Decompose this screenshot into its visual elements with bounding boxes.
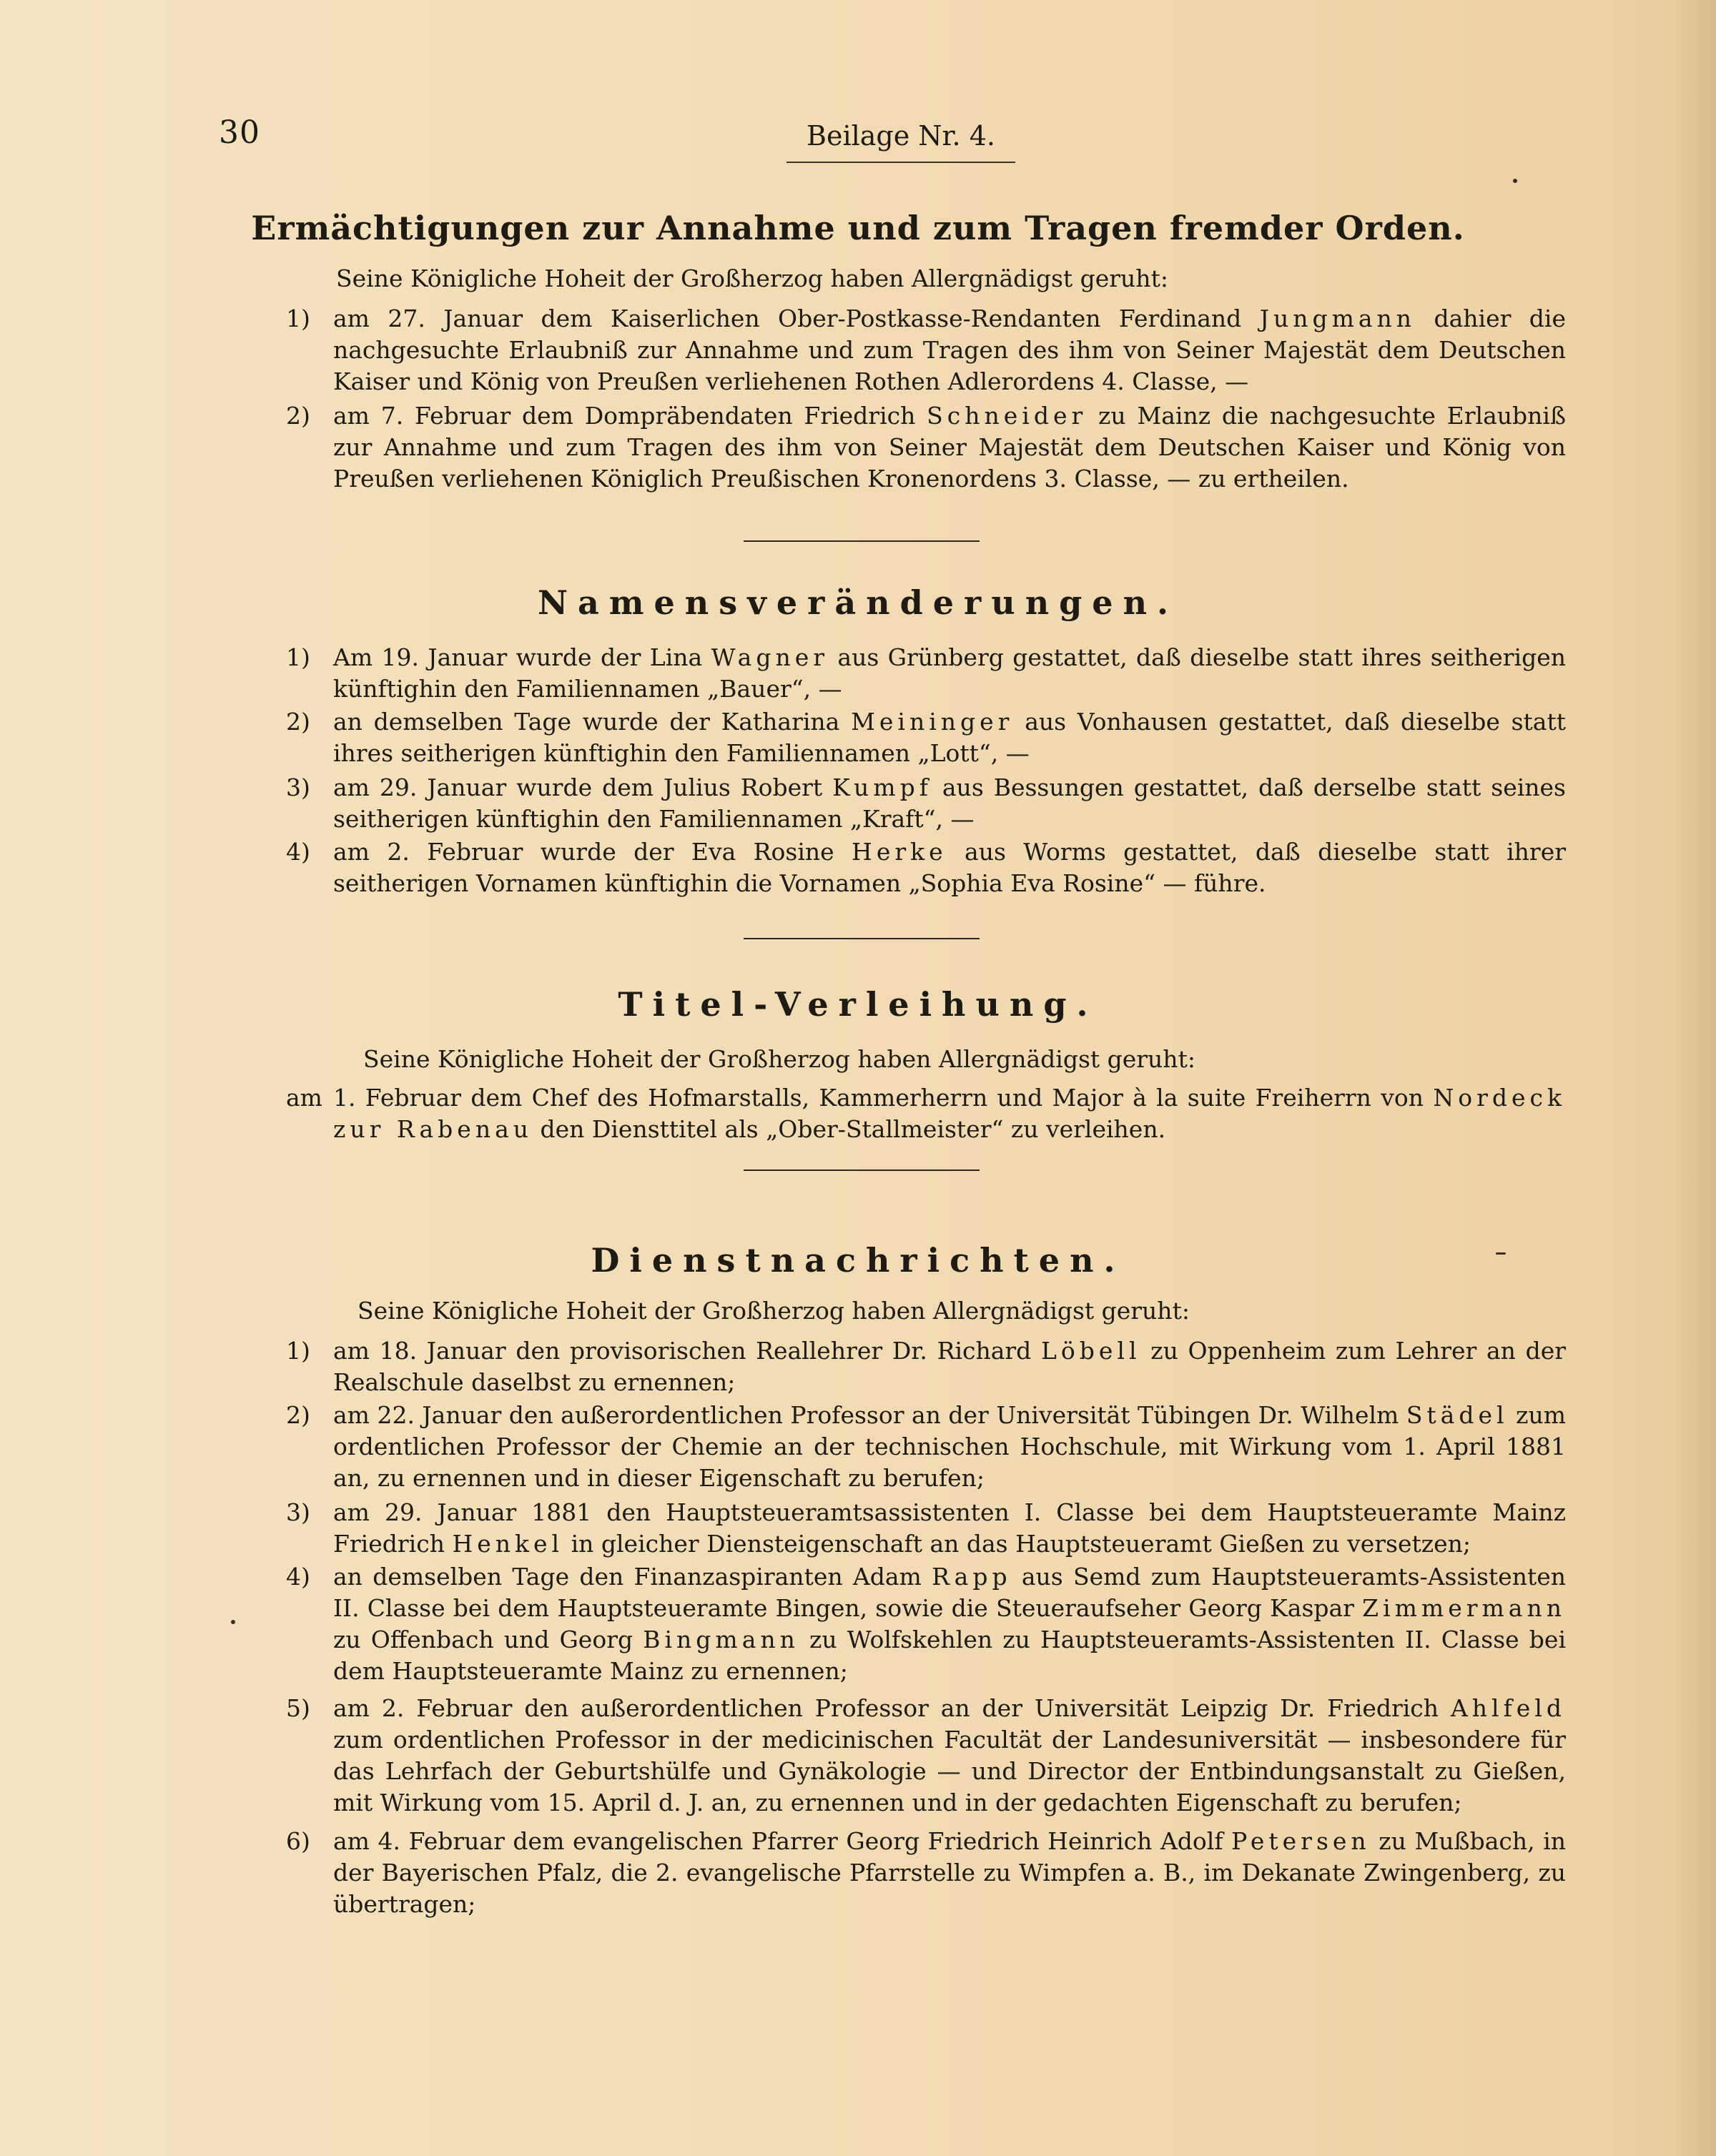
item-text: zum ordentlichen Professor der Chemie an der technischen Hochschule, mit Wirkung vom 1. April 1881 an, zu ernennen und in dieser Eigenschaft zu berufen; [333, 1401, 1567, 1492]
item-text: am 29. Januar wurde dem Julius Robert [333, 773, 833, 801]
dienst-item-5 [286, 1693, 1566, 1819]
paper-speck [1496, 1252, 1506, 1255]
running-head-rule [786, 162, 1015, 163]
person-name: Löbell [1040, 1337, 1141, 1365]
item-text: aus Vonhausen gestattet, daß dieselbe statt ihres seitherigen künftighin den Familiennamen „Lott“, — [333, 708, 1566, 767]
item-text: 1. Februar dem Chef des Hofmarstalls, Kammerherrn und Major à la suite Freiherrn von [333, 1084, 1434, 1112]
item-text: zum ordentlichen Professor in der medicinischen Facultät der Landesuniversität — insbesondere für das Lehrfach der Geburtshülfe und Gynäkologie — und Director der Entbindungsanstalt zu Gießen, mit Wirkung vom 15. April d. J. an, zu ernennen und in der gedachten Eigenschaft zu berufen; [333, 1726, 1566, 1816]
item-text: zu Wolfskehlen zu Hauptsteueramts-Assistenten II. Classe bei dem Hauptsteueramte Mainz zu ernennen; [333, 1626, 1566, 1685]
item-number: 4) [286, 838, 310, 866]
item-number: 5) [286, 1694, 310, 1722]
item-text: an demselben Tage den Finanzaspiranten Adam [333, 1563, 932, 1591]
person-name: Nordeck zur Rabenau [333, 1084, 1566, 1143]
item-text: am 2. Februar wurde der Eva Rosine [333, 838, 852, 866]
item-text: am 29. Januar 1881 den Hauptsteueramtsassistenten I. Classe bei dem Hauptsteueramte Mainz Friedrich [333, 1498, 1566, 1558]
orden-item-1 [286, 303, 1566, 397]
item-text: an demselben Tage wurde der Katharina [333, 708, 852, 736]
person-name: Henkel [452, 1530, 564, 1558]
item-text: zu Mußbach, in der Bayerischen Pfalz, die 2. evangelische Pfarrstelle zu Wimpfen a. B., im Dekanate Zwingenberg, zu übertragen; [333, 1827, 1567, 1918]
namen-item-3 [286, 772, 1566, 835]
item-number: 6) [286, 1827, 310, 1855]
item-text: Am 19. Januar wurde der Lina [333, 643, 711, 671]
section-divider [744, 1170, 980, 1171]
item-text: zu Oppenheim zum Lehrer an der Realschule daselbst zu ernennen; [333, 1337, 1566, 1396]
section-intro-dienst: Seine Königliche Hoheit der Großherzog haben Allergnädigst geruht: [358, 1297, 1190, 1325]
paper-speck [231, 1620, 235, 1624]
dienst-item-3 [286, 1497, 1566, 1560]
namen-item-2 [286, 706, 1566, 769]
dienst-item-2 [286, 1400, 1566, 1494]
item-number: 1) [286, 305, 310, 332]
person-name: Zimmermann [1362, 1594, 1566, 1622]
section-title-orden: Ermächtigungen zur Annahme und zum Tragen fremder Orden. [251, 209, 1465, 247]
person-name: Städel [1406, 1401, 1509, 1429]
item-number: 3) [286, 773, 310, 801]
item-number: 1) [286, 643, 310, 671]
item-number: 2) [286, 708, 310, 736]
titel-item-1 [286, 1082, 1566, 1145]
item-text: aus Semd zum Hauptsteueramts-Assistenten II. Classe bei dem Hauptsteueramte Bingen, sowie die Steueraufseher Georg Kaspar [333, 1563, 1566, 1622]
item-text: aus Worms gestattet, daß dieselbe statt ihrer seitherigen Vornamen künftighin die Vornamen „Sophia Eva Rosine“ — führe. [333, 838, 1567, 897]
item-number: am [286, 1084, 322, 1112]
item-text: am 22. Januar den außerordentlichen Professor an der Universität Tübingen Dr. Wilhelm [333, 1401, 1406, 1429]
section-intro-orden: Seine Königliche Hoheit der Großherzog haben Allergnädigst geruht: [336, 264, 1168, 292]
item-text: in gleicher Diensteigenschaft an das Hauptsteueramt Gießen zu versetzen; [563, 1530, 1471, 1558]
item-number: 1) [286, 1337, 310, 1365]
person-name: Rapp [932, 1563, 1012, 1591]
item-text: aus Bessungen gestattet, daß derselbe statt seines seitherigen künftighin den Familiennamen „Kraft“, — [333, 773, 1566, 833]
person-name: Schneider [927, 402, 1088, 430]
person-name: Kumpf [832, 773, 932, 801]
person-name: Herke [852, 838, 947, 866]
page-number: 30 [219, 114, 260, 151]
item-text: am 7. Februar dem Dompräbendaten Friedrich [333, 402, 927, 430]
section-title-dienst: Dienstnachrichten. [591, 1241, 1125, 1280]
person-name: Bingmann [643, 1626, 799, 1653]
paper-speck [1513, 179, 1517, 183]
item-text: den Diensttitel als „Ober-Stallmeister“ zu verleihen. [533, 1115, 1166, 1143]
section-divider [744, 540, 980, 542]
namen-item-4 [286, 836, 1566, 899]
section-divider [744, 938, 980, 939]
item-text: dahier die nachgesuchte Erlaubniß zur Annahme und zum Tragen des ihm von Seiner Majestät dem Deutschen Kaiser und König von Preußen verliehenen Rothen Adlerordens 4. Classe, — [333, 305, 1566, 395]
section-intro-titel: Seine Königliche Hoheit der Großherzog haben Allergnädigst geruht: [363, 1045, 1195, 1073]
person-name: Jungmann [1259, 305, 1416, 332]
section-title-namen: Namensveränderungen. [537, 583, 1179, 622]
orden-item-2 [286, 400, 1566, 495]
person-name: Petersen [1231, 1827, 1371, 1855]
item-text: am 27. Januar dem Kaiserlichen Ober-Postkasse-Rendanten Ferdinand [333, 305, 1260, 332]
item-text: am 18. Januar den provisorischen Reallehrer Dr. Richard [333, 1337, 1041, 1365]
item-text: zu Mainz die nachgesuchte Erlaubniß zur Annahme und zum Tragen des ihm von Seiner Majestät dem Deutschen Kaiser und König von Preußen verliehenen Königlich Preußischen Kronenordens 3. Classe, — zu ertheilen. [333, 402, 1566, 493]
item-number: 3) [286, 1498, 310, 1526]
dienst-item-4 [286, 1561, 1566, 1687]
item-text: aus Grünberg gestattet, daß dieselbe statt ihres seitherigen künftighin den Familiennamen „Bauer“, — [333, 643, 1567, 703]
item-text: am 2. Februar den außerordentlichen Professor an der Universität Leipzig Dr. Friedrich [333, 1694, 1451, 1722]
person-name: Wagner [711, 643, 829, 671]
item-number: 2) [286, 1401, 310, 1429]
item-number: 4) [286, 1563, 310, 1591]
namen-item-1 [286, 642, 1566, 705]
person-name: Ahlfeld [1450, 1694, 1566, 1722]
running-head: Beilage Nr. 4. [807, 120, 995, 152]
person-name: Meininger [851, 708, 1014, 736]
dienst-item-1 [286, 1335, 1566, 1398]
section-title-titel: Titel-Verleihung. [618, 985, 1098, 1024]
item-text: am 4. Februar dem evangelischen Pfarrer Georg Friedrich Heinrich Adolf [333, 1827, 1232, 1855]
dienst-item-6 [286, 1826, 1566, 1920]
item-number: 2) [286, 402, 310, 430]
item-text: zu Offenbach und Georg [333, 1626, 644, 1653]
